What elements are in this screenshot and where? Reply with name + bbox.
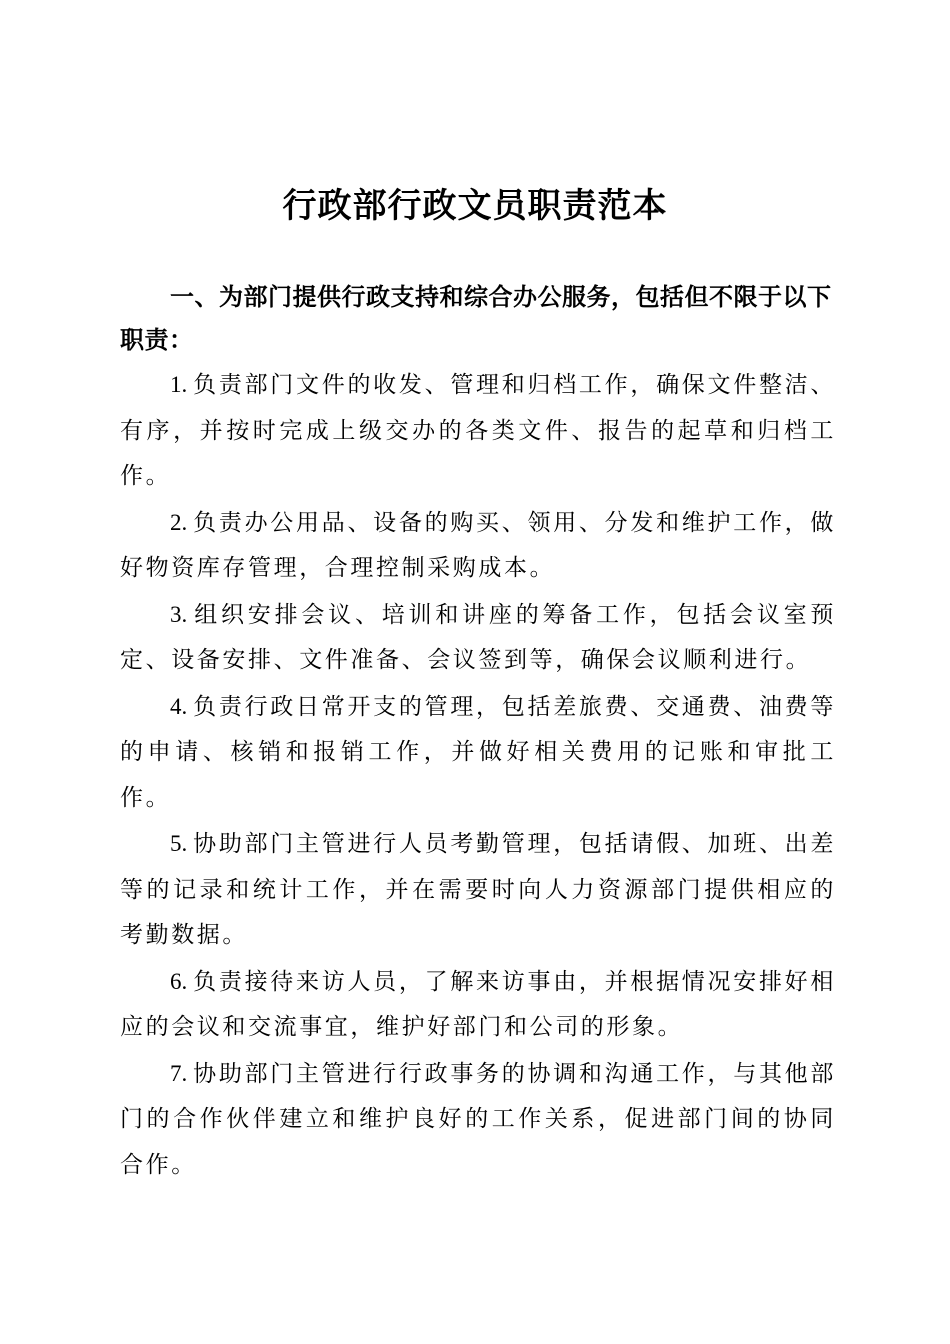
duty-item-7: [120, 1051, 836, 1189]
duty-item-text: 负责办公用品、设备的购买、领用、分发和维护工作，做好物资库存管理，合理控制采购成本。: [120, 509, 837, 581]
duty-item-number: 2.: [170, 509, 194, 535]
duty-item-number: 1.: [170, 372, 194, 397]
duty-item-text: 负责行政日常开支的管理，包括差旅费、交通费、油费等的申请、核销和报销工作，并做好相关费用的记账和审批工作。: [120, 693, 837, 811]
duty-item-5: [120, 821, 836, 959]
duty-item-number: 4.: [170, 693, 194, 719]
duty-item-text: 组织安排会议、培训和讲座的筹备工作，包括会议室预定、设备安排、文件准备、会议签到等，确保会议顺利进行。: [120, 601, 837, 673]
duty-item-number: 3.: [170, 601, 195, 627]
section-heading: 一、为部门提供行政支持和综合办公服务，包括但不限于以下职责：: [120, 283, 832, 354]
duty-item-number: 6.: [170, 968, 194, 994]
duty-item-1: [120, 362, 836, 500]
duty-item-2: [120, 500, 836, 592]
duty-item-text: 协助部门主管进行人员考勤管理，包括请假、加班、出差等的记录和统计工作，并在需要时向人力资源部门提供相应的考勤数据。: [120, 831, 837, 948]
document-body: [120, 276, 836, 1188]
duty-item-3: [120, 592, 836, 684]
duty-item-6: [120, 959, 836, 1051]
duty-item-4: [120, 684, 836, 822]
duty-item-text: 负责接待来访人员，了解来访事由，并根据情况安排好相应的会议和交流事宜，维护好部门和公司的形象。: [120, 968, 837, 1040]
duty-item-number: 5.: [170, 831, 194, 856]
duty-item-number: 7.: [170, 1060, 194, 1086]
document-title: 行政部行政文员职责范本: [282, 186, 668, 226]
duty-item-text: 负责部门文件的收发、管理和归档工作，确保文件整洁、有序，并按时完成上级交办的各类文件、报告的起草和归档工作。: [120, 372, 837, 489]
duty-item-text: 协助部门主管进行行政事务的协调和沟通工作，与其他部门的合作伙伴建立和维护良好的工作关系，促进部门间的协同合作。: [120, 1060, 837, 1178]
